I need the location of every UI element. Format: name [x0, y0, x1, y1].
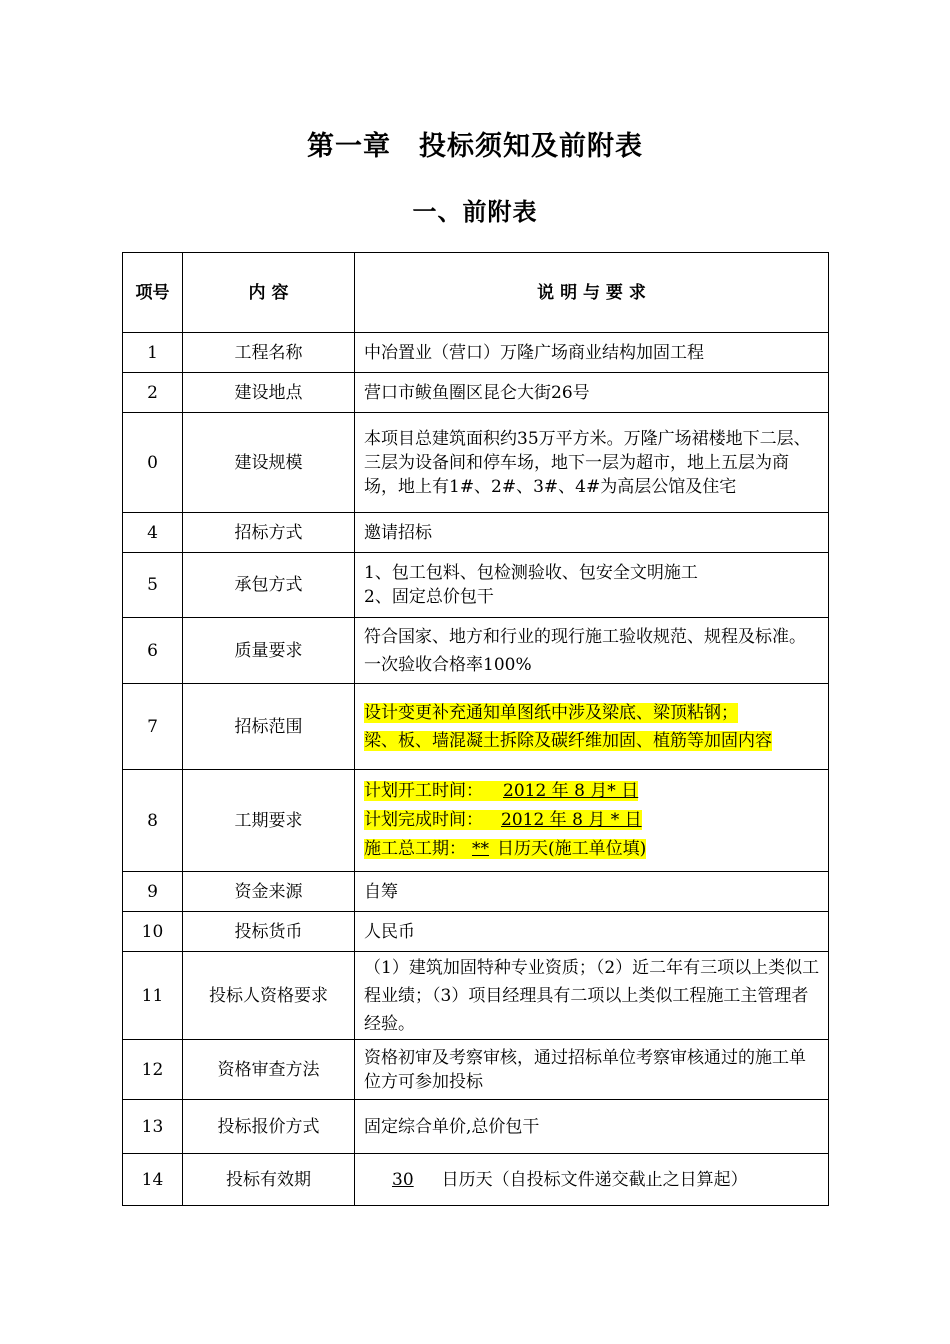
row-no: 0 [123, 413, 183, 513]
row-no: 9 [123, 872, 183, 912]
row-desc: 本项目总建筑面积约35万平方米。万隆广场裙楼地下二层、三层为设备间和停车场，地下一层为超市，地上五层为商场，地上有1#、2#、3#、4#为高层公馆及住宅 [355, 413, 829, 513]
row-no: 11 [123, 952, 183, 1040]
table-row [123, 513, 829, 553]
desc-line: 2、固定总价包干 [364, 587, 494, 607]
start-date: 2012 年 8 月* 日 [483, 781, 638, 801]
row-item: 招标范围 [183, 684, 355, 770]
row-item: 工期要求 [183, 770, 355, 872]
row-item: 投标报价方式 [183, 1100, 355, 1154]
row-desc [355, 684, 829, 770]
row-item: 资格审查方法 [183, 1040, 355, 1100]
row-item: 承包方式 [183, 553, 355, 618]
validity-text: 日历天（自投标文件递交截止之日算起） [441, 1169, 748, 1190]
end-date: 2012 年 8 月 * 日 [483, 810, 642, 830]
row-item: 招标方式 [183, 513, 355, 553]
header-desc: 说 明 与 要 求 [355, 253, 829, 333]
row-no: 6 [123, 618, 183, 684]
row-desc [355, 553, 829, 618]
row-desc: （1）建筑加固特种专业资质；（2）近二年有三项以上类似工程业绩；（3）项目经理具有二项以上类似工程施工主管理者经验。 [355, 952, 829, 1040]
front-table [122, 252, 829, 1206]
row-no: 5 [123, 553, 183, 618]
total-days: ** [466, 839, 497, 859]
row-desc: 中冶置业（营口）万隆广场商业结构加固工程 [355, 333, 829, 373]
table-row [123, 333, 829, 373]
table-row [123, 912, 829, 952]
highlighted-text: 梁、板、墙混凝土拆除及碳纤维加固、植筋等加固内容 [364, 730, 772, 751]
row-desc: 邀请招标 [355, 513, 829, 553]
table-row [123, 1100, 829, 1154]
table-row [123, 1040, 829, 1100]
row-item: 建设规模 [183, 413, 355, 513]
total-label: 施工总工期： [364, 839, 466, 859]
table-row [123, 413, 829, 513]
row-desc: 营口市鲅鱼圈区昆仑大街26号 [355, 373, 829, 413]
table-row [123, 1154, 829, 1206]
highlighted-text: 设计变更补充通知单图纸中涉及梁底、梁顶粘钢； [364, 702, 738, 723]
row-desc: 人民币 [355, 912, 829, 952]
row-desc: 自筹 [355, 872, 829, 912]
row-item: 建设地点 [183, 373, 355, 413]
row-no: 13 [123, 1100, 183, 1154]
row-item: 投标有效期 [183, 1154, 355, 1206]
row-desc [355, 770, 829, 872]
row-item: 投标人资格要求 [183, 952, 355, 1040]
schedule-end [364, 806, 822, 835]
row-no: 2 [123, 373, 183, 413]
row-item: 投标货币 [183, 912, 355, 952]
row-item: 工程名称 [183, 333, 355, 373]
row-no: 7 [123, 684, 183, 770]
section-title: 一、前附表 [412, 198, 538, 226]
desc-line: 1、包工包料、包检测验收、包安全文明施工 [364, 563, 698, 583]
row-item: 资金来源 [183, 872, 355, 912]
end-label: 计划完成时间： [364, 810, 483, 830]
total-unit: 日历天(施工单位填) [497, 839, 647, 859]
row-no: 14 [123, 1154, 183, 1206]
table-row [123, 618, 829, 684]
schedule-total [364, 835, 822, 864]
row-desc: 固定综合单价,总价包干 [355, 1100, 829, 1154]
row-no: 10 [123, 912, 183, 952]
table-row [123, 373, 829, 413]
row-item: 质量要求 [183, 618, 355, 684]
table-header-row [123, 253, 829, 333]
chapter-title: 第一章 投标须知及前附表 [307, 131, 643, 162]
table-row [123, 872, 829, 912]
row-no: 1 [123, 333, 183, 373]
header-item: 内 容 [183, 253, 355, 333]
start-label: 计划开工时间： [364, 781, 483, 801]
row-desc: 符合国家、地方和行业的现行施工验收规范、规程及标准。一次验收合格率100% [355, 618, 829, 684]
schedule-start [364, 777, 822, 806]
table-row [123, 952, 829, 1040]
header-no: 项号 [123, 253, 183, 333]
row-desc: 资格初审及考察审核，通过招标单位考察审核通过的施工单位方可参加投标 [355, 1040, 829, 1100]
validity-days: 30 [392, 1169, 414, 1190]
row-no: 8 [123, 770, 183, 872]
row-no: 4 [123, 513, 183, 553]
row-no: 12 [123, 1040, 183, 1100]
table-row [123, 553, 829, 618]
table-row [123, 770, 829, 872]
table-row [123, 684, 829, 770]
row-desc [355, 1154, 829, 1206]
